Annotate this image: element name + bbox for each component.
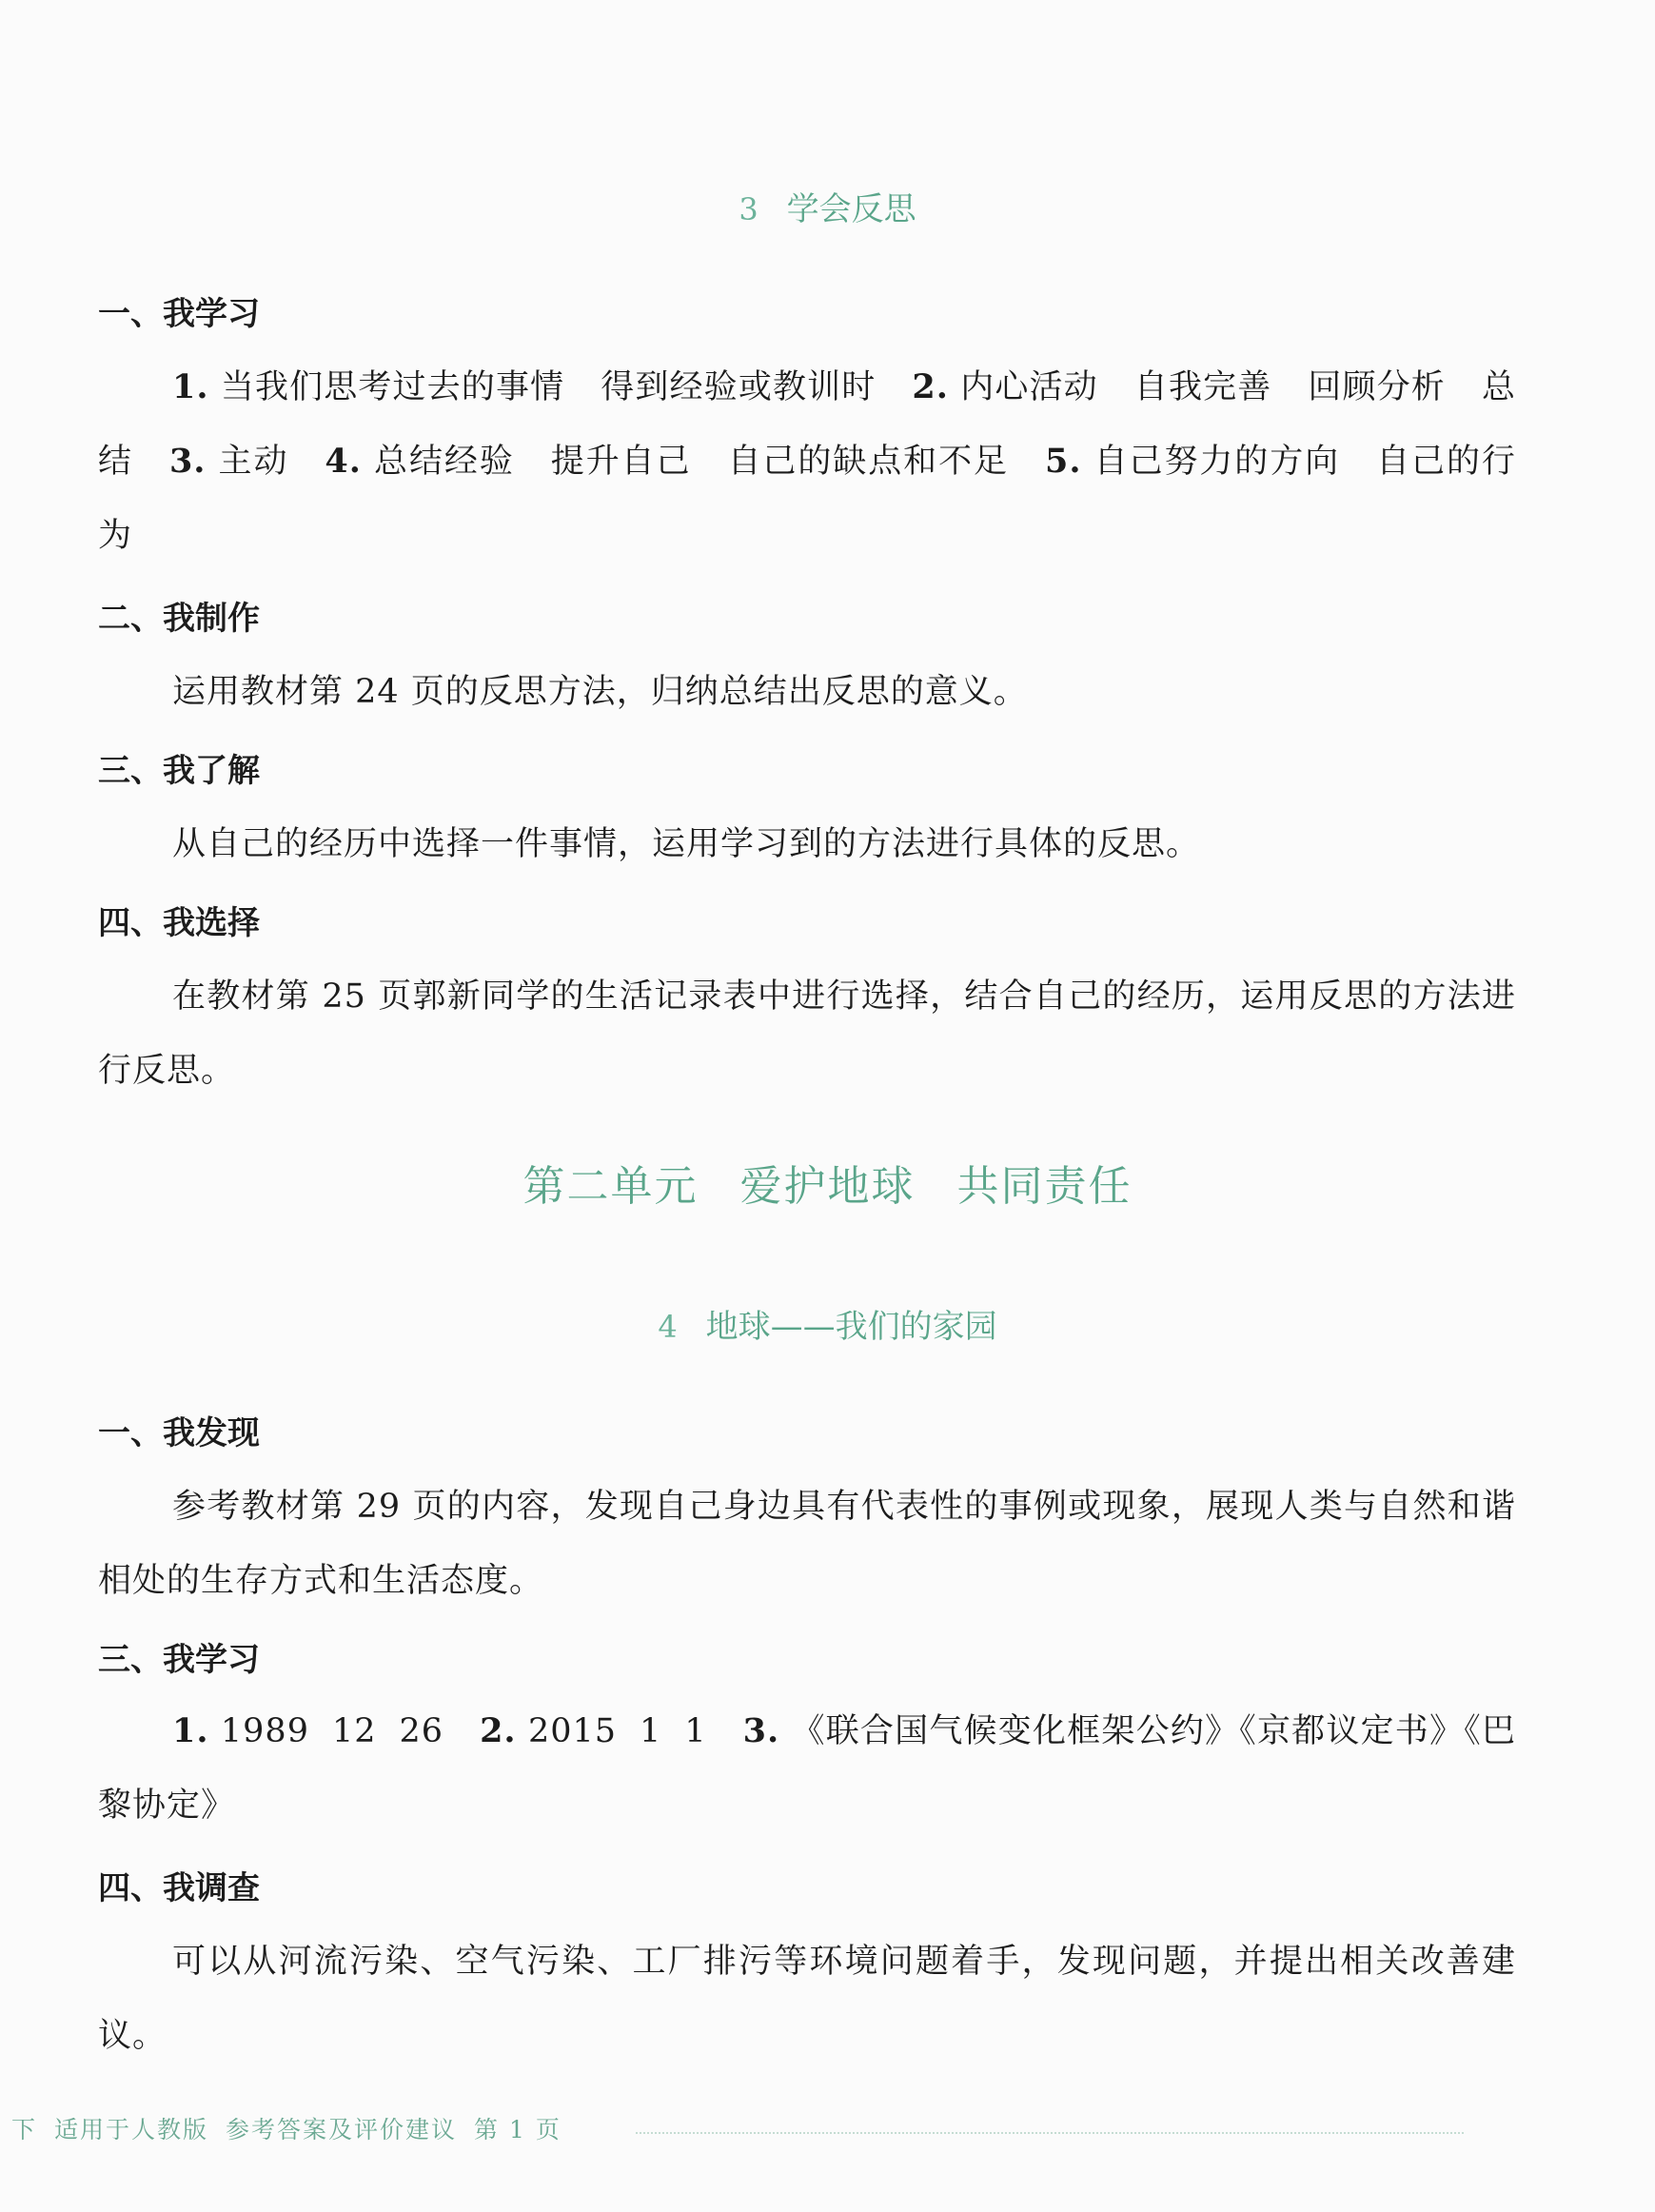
unit-number: 第二单元 [522, 1162, 699, 1211]
lesson-number: 4 [658, 1309, 678, 1345]
footer-booklet: 参考答案及评价建议 [226, 2116, 458, 2143]
section-heading: 四、我选择 [98, 904, 260, 942]
answer-number: 2. [912, 367, 949, 406]
answer-item: 1989 [220, 1712, 309, 1750]
section-heading: 三、我了解 [98, 752, 260, 790]
answer-item: 自己的行为 [98, 443, 1516, 555]
answer-item: 内心活动 [960, 368, 1098, 406]
section-text: 可以从河流污染、空气污染、工厂排污等环境问题着手，发现问题，并提出相关改善建议。 [98, 1943, 1516, 2055]
lesson-name: 地球——我们的家园 [705, 1308, 997, 1346]
answer-item: 总结 [98, 368, 1516, 481]
answer-item: 得到经验或教训时 [601, 368, 877, 406]
answer-number: 3. [168, 442, 207, 481]
answer-item: 主动 [218, 443, 289, 481]
unit-title [0, 1152, 1655, 1213]
answer-item: 提升自己 [550, 443, 692, 481]
footer-text [11, 2111, 579, 2145]
section-heading: 一、我发现 [98, 1414, 260, 1452]
answer-number: 3. [742, 1711, 780, 1750]
footer-grade: 下 [11, 2116, 38, 2143]
answer-paragraph [98, 350, 1516, 573]
answer-item: 总结经验 [374, 443, 515, 481]
page-footer [0, 2111, 1655, 2149]
footer-edition: 适用于人教版 [54, 2116, 209, 2143]
answer-number: 1. [172, 367, 209, 406]
answer-item: 26 [399, 1712, 444, 1750]
lesson-3-title [0, 183, 1655, 229]
unit-theme: 共同责任 [956, 1162, 1133, 1211]
unit-theme: 爱护地球 [739, 1162, 916, 1211]
section-heading: 四、我调查 [98, 1869, 260, 1907]
answer-item: 自己的缺点和不足 [727, 443, 1009, 481]
answer-item: 回顾分析 [1308, 368, 1446, 406]
answer-item: 1 [640, 1712, 662, 1750]
footer-dotted-rule [636, 2132, 1464, 2134]
section-text: 参考教材第 29 页的内容，发现自己身边具有代表性的事例或现象，展现人类与自然和谐相处的生存方式和生活态度。 [98, 1488, 1516, 1600]
answer-item: 自我完善 [1133, 368, 1272, 406]
answer-paragraph [98, 1694, 1516, 1843]
answer-item: 《京都议定书》 [1239, 1712, 1465, 1750]
answer-item: 《巴黎协定》 [98, 1712, 1516, 1825]
answer-item: 1 [684, 1712, 707, 1750]
section-heading: 一、我学习 [98, 295, 260, 333]
answer-number: 4. [325, 442, 362, 481]
answer-number: 2. [480, 1711, 517, 1750]
lesson-4-title [0, 1300, 1655, 1347]
section-heading: 三、我学习 [98, 1641, 260, 1679]
lesson-number: 3 [739, 191, 759, 227]
answer-item: 当我们思考过去的事情 [220, 368, 565, 406]
section-text: 在教材第 25 页郭新同学的生活记录表中进行选择，结合自己的经历，运用反思的方法进行反思。 [98, 978, 1516, 1090]
lesson-name: 学会反思 [786, 190, 916, 228]
answer-number: 1. [172, 1711, 209, 1750]
answer-number: 5. [1044, 442, 1082, 481]
footer-page-number: 第 1 页 [474, 2116, 562, 2143]
answer-item: 《联合国气候变化框架公约》 [791, 1712, 1240, 1750]
section-heading: 二、我制作 [98, 600, 260, 638]
section-text: 从自己的经历中选择一件事情，运用学习到的方法进行具体的反思。 [172, 825, 1201, 863]
answer-item: 自己努力的方向 [1093, 443, 1341, 481]
answer-item: 12 [331, 1712, 377, 1750]
section-text: 运用教材第 24 页的反思方法，归纳总结出反思的意义。 [172, 673, 1028, 711]
answer-item: 2015 [527, 1712, 618, 1750]
